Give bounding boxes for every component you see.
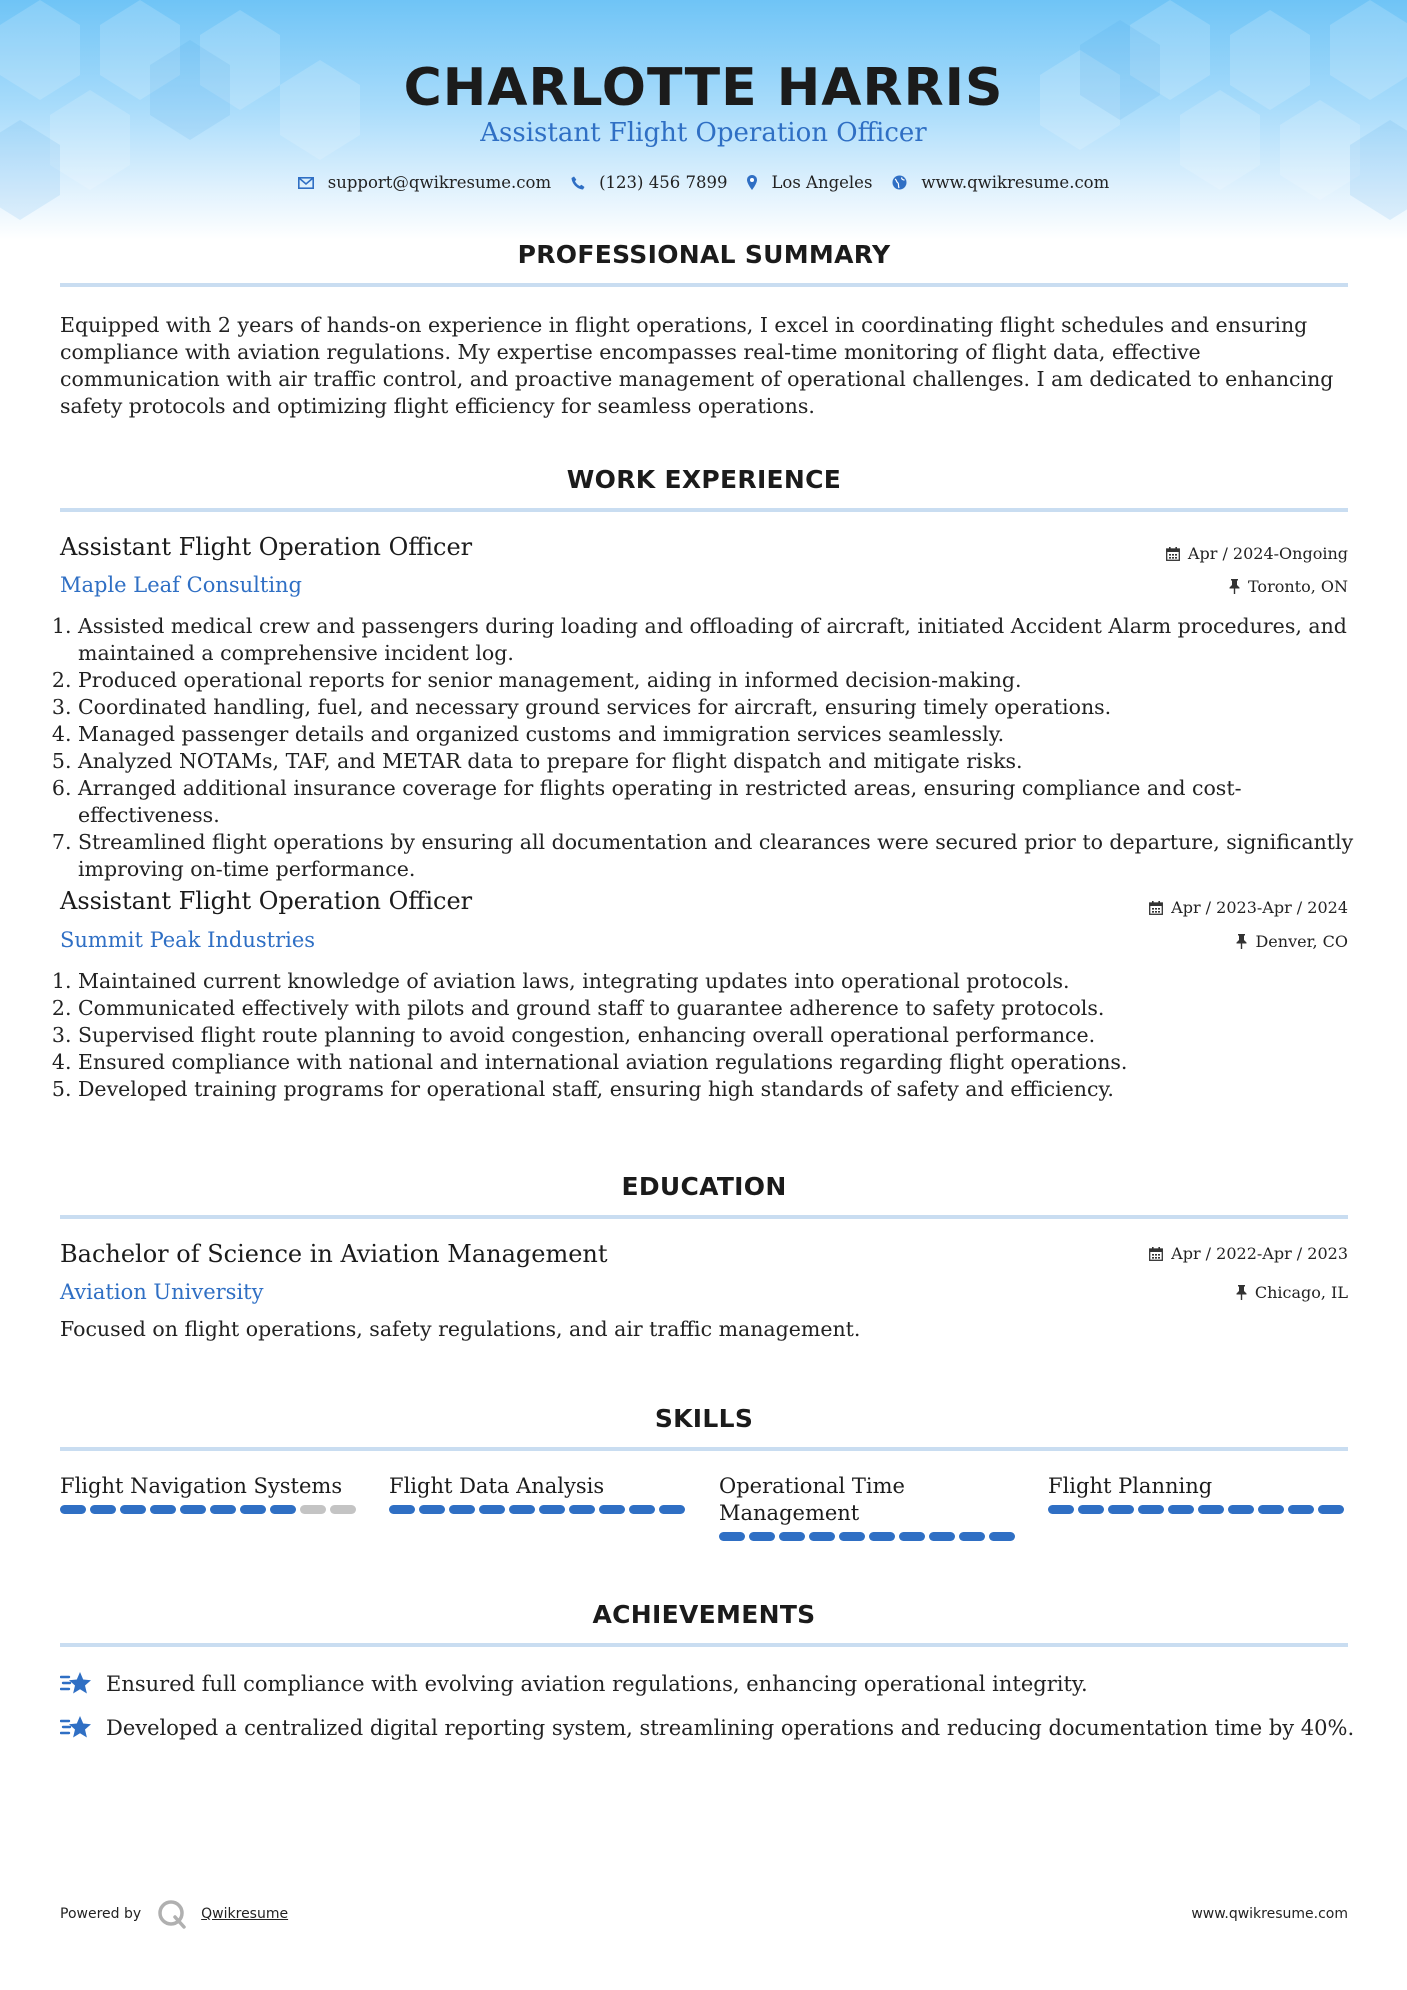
- achievements-divider: [60, 1643, 1348, 1647]
- skill-bar-filled: [929, 1532, 955, 1541]
- job-location: [1236, 932, 1348, 951]
- skill-bar-filled: [419, 1505, 445, 1514]
- globe-icon: [892, 175, 907, 190]
- location-text: Toronto, ON: [1248, 577, 1348, 596]
- skill-bar-filled: [629, 1505, 655, 1514]
- list-item: 4. Managed passenger details and organized customs and immigration services seamlessly.: [78, 721, 1370, 748]
- skill-bar-filled: [899, 1532, 925, 1541]
- skill-bar-filled: [210, 1505, 236, 1514]
- education-heading: EDUCATION: [621, 1172, 787, 1201]
- skill-bar-filled: [389, 1505, 415, 1514]
- company-name: Maple Leaf Consulting: [60, 573, 303, 597]
- list-item: 3. Coordinated handling, fuel, and necessary ground services for aircraft, ensuring timely operations.: [78, 694, 1370, 721]
- calendar-icon: [1149, 901, 1163, 915]
- skill-bar-filled: [120, 1505, 146, 1514]
- job-bullets: [60, 613, 1370, 883]
- skill-bar-filled: [869, 1532, 895, 1541]
- skills-divider: [60, 1447, 1348, 1451]
- company-name: Summit Peak Industries: [60, 928, 316, 952]
- pushpin-icon: [1236, 1285, 1247, 1300]
- location-text: Los Angeles: [771, 173, 873, 192]
- skill-bar-filled: [1228, 1505, 1254, 1514]
- skill-bar-filled: [719, 1532, 745, 1541]
- list-item: 6. Arranged additional insurance coverage for flights operating in restricted areas, ensuring compliance and cost-effectiveness.: [78, 775, 1370, 829]
- skill-rating: [389, 1505, 689, 1514]
- skill-bar-filled: [599, 1505, 625, 1514]
- skill-name: Operational Time Management: [719, 1474, 905, 1525]
- skill-bar-filled: [1288, 1505, 1314, 1514]
- skill-bar-filled: [1138, 1505, 1164, 1514]
- map-marker-icon: [747, 175, 757, 190]
- email-text[interactable]: support@qwikresume.com: [327, 173, 552, 192]
- skill-bar-filled: [150, 1505, 176, 1514]
- skill-bar-filled: [749, 1532, 775, 1541]
- list-item: 4. Ensured compliance with national and international aviation regulations regarding flight operations.: [78, 1049, 1370, 1076]
- candidate-name: CHARLOTTE HARRIS: [403, 58, 1004, 118]
- dates-text: Apr / 2023-Apr / 2024: [1171, 898, 1348, 917]
- calendar-icon: [1149, 1247, 1163, 1261]
- skill-name: Flight Planning: [1048, 1474, 1213, 1498]
- dates-text: Apr / 2022-Apr / 2023: [1171, 1244, 1348, 1263]
- skill-bar-filled: [989, 1532, 1015, 1541]
- skill-bar-filled: [1048, 1505, 1074, 1514]
- skill-bar-filled: [509, 1505, 535, 1514]
- achievements-heading: ACHIEVEMENTS: [592, 1600, 816, 1629]
- experience-heading: WORK EXPERIENCE: [566, 465, 842, 494]
- summary-heading: PROFESSIONAL SUMMARY: [517, 240, 891, 269]
- skill-name: Flight Data Analysis: [389, 1474, 605, 1498]
- envelope-icon: [298, 177, 314, 189]
- skill-item: [1048, 1473, 1348, 1514]
- skill-bar-filled: [1078, 1505, 1104, 1514]
- list-item: 1. Maintained current knowledge of aviation laws, integrating updates into operational protocols.: [78, 968, 1370, 995]
- skill-bar-filled: [240, 1505, 266, 1514]
- skill-rating: [1048, 1505, 1348, 1514]
- shooting-star-icon: [60, 1715, 92, 1741]
- shooting-star-icon: [60, 1671, 92, 1697]
- skill-bar-filled: [90, 1505, 116, 1514]
- job-location: [1229, 577, 1348, 596]
- skill-bar-filled: [180, 1505, 206, 1514]
- job-dates: [1166, 544, 1348, 563]
- powered-by-label: Powered by: [60, 1906, 142, 1922]
- contact-email[interactable]: [298, 173, 551, 192]
- list-item: 7. Streamlined flight operations by ensuring all documentation and clearances were secured prior to departure, significantly improving on-time performance.: [78, 829, 1370, 883]
- contact-bar: [0, 173, 1407, 192]
- calendar-icon: [1166, 547, 1180, 561]
- summary-text: Equipped with 2 years of hands-on experience in flight operations, I excel in coordinating flight schedules and ensuring compliance with aviation regulations. My expertise encompasses real-time monitoring of flight data, effective communication with air traffic control, and proactive management of operational challenges. I am dedicated to enhancing safety protocols and optimizing flight efficiency for seamless operations.: [60, 313, 1334, 418]
- job-dates: [1149, 898, 1348, 917]
- location-text: Chicago, IL: [1254, 1283, 1348, 1302]
- skill-bar-filled: [659, 1505, 685, 1514]
- list-item: 5. Developed training programs for operational staff, ensuring high standards of safety and efficiency.: [78, 1076, 1370, 1103]
- achievement-item: [60, 1671, 1088, 1697]
- qwikresume-logo-icon: [157, 1899, 187, 1929]
- achievement-text: Ensured full compliance with evolving aviation regulations, enhancing operational integrity.: [106, 1672, 1088, 1696]
- skill-bar-filled: [1318, 1505, 1344, 1514]
- skill-bar-filled: [569, 1505, 595, 1514]
- skill-item: [719, 1473, 1019, 1541]
- phone-text[interactable]: (123) 456 7899: [599, 173, 728, 192]
- school-name: Aviation University: [60, 1280, 264, 1304]
- skill-bar-filled: [479, 1505, 505, 1514]
- skill-bar-filled: [959, 1532, 985, 1541]
- qwikresume-link[interactable]: Qwikresume: [201, 1906, 289, 1922]
- skill-rating: [60, 1505, 360, 1514]
- list-item: 5. Analyzed NOTAMs, TAF, and METAR data to prepare for flight dispatch and mitigate risks.: [78, 748, 1370, 775]
- contact-location: [747, 173, 872, 192]
- achievement-item: [60, 1715, 1354, 1741]
- candidate-title: Assistant Flight Operation Officer: [480, 118, 927, 148]
- footer-powered-by: [60, 1899, 288, 1929]
- location-text: Denver, CO: [1255, 932, 1348, 951]
- achievement-text: Developed a centralized digital reporting system, streamlining operations and reducing documentation time by 40%.: [106, 1716, 1355, 1740]
- job-title: Assistant Flight Operation Officer: [60, 533, 473, 561]
- job-bullets: [60, 968, 1370, 1103]
- pushpin-icon: [1236, 934, 1247, 949]
- skills-heading: SKILLS: [654, 1404, 754, 1433]
- skill-bar-filled: [1108, 1505, 1134, 1514]
- footer-website[interactable]: www.qwikresume.com: [1191, 1906, 1348, 1922]
- skill-bar-filled: [779, 1532, 805, 1541]
- list-item: 2. Communicated effectively with pilots and ground staff to guarantee adherence to safety protocols.: [78, 995, 1370, 1022]
- pushpin-icon: [1229, 579, 1240, 594]
- website-text[interactable]: www.qwikresume.com: [921, 173, 1110, 192]
- job-title: Assistant Flight Operation Officer: [60, 887, 473, 915]
- degree-title: Bachelor of Science in Aviation Management: [60, 1240, 608, 1268]
- education-divider: [60, 1215, 1348, 1219]
- summary-divider: [60, 283, 1348, 287]
- skill-bar-empty: [300, 1505, 326, 1514]
- skill-bar-filled: [270, 1505, 296, 1514]
- list-item: 2. Produced operational reports for senior management, aiding in informed decision-making.: [78, 667, 1370, 694]
- skill-bar-filled: [1258, 1505, 1284, 1514]
- contact-phone[interactable]: [571, 173, 727, 192]
- contact-website[interactable]: [892, 173, 1109, 192]
- skill-bar-filled: [809, 1532, 835, 1541]
- education-description: Focused on flight operations, safety regulations, and air traffic management.: [60, 1317, 861, 1341]
- education-location: [1236, 1283, 1348, 1302]
- skill-bar-filled: [1198, 1505, 1224, 1514]
- skill-bar-filled: [449, 1505, 475, 1514]
- skill-bar-filled: [1168, 1505, 1194, 1514]
- skill-bar-filled: [60, 1505, 86, 1514]
- skill-rating: [719, 1532, 1019, 1541]
- skill-bar-empty: [330, 1505, 356, 1514]
- skill-bar-filled: [839, 1532, 865, 1541]
- skill-name: Flight Navigation Systems: [60, 1474, 343, 1498]
- skill-item: [60, 1473, 360, 1514]
- phone-icon: [571, 176, 585, 190]
- dates-text: Apr / 2024-Ongoing: [1187, 544, 1348, 563]
- skill-item: [389, 1473, 689, 1514]
- education-dates: [1149, 1244, 1348, 1263]
- skill-bar-filled: [539, 1505, 565, 1514]
- list-item: 1. Assisted medical crew and passengers during loading and offloading of aircraft, initiated Accident Alarm procedures, and maintained a comprehensive incident log.: [78, 613, 1370, 667]
- experience-divider: [60, 508, 1348, 512]
- list-item: 3. Supervised flight route planning to avoid congestion, enhancing overall operational performance.: [78, 1022, 1370, 1049]
